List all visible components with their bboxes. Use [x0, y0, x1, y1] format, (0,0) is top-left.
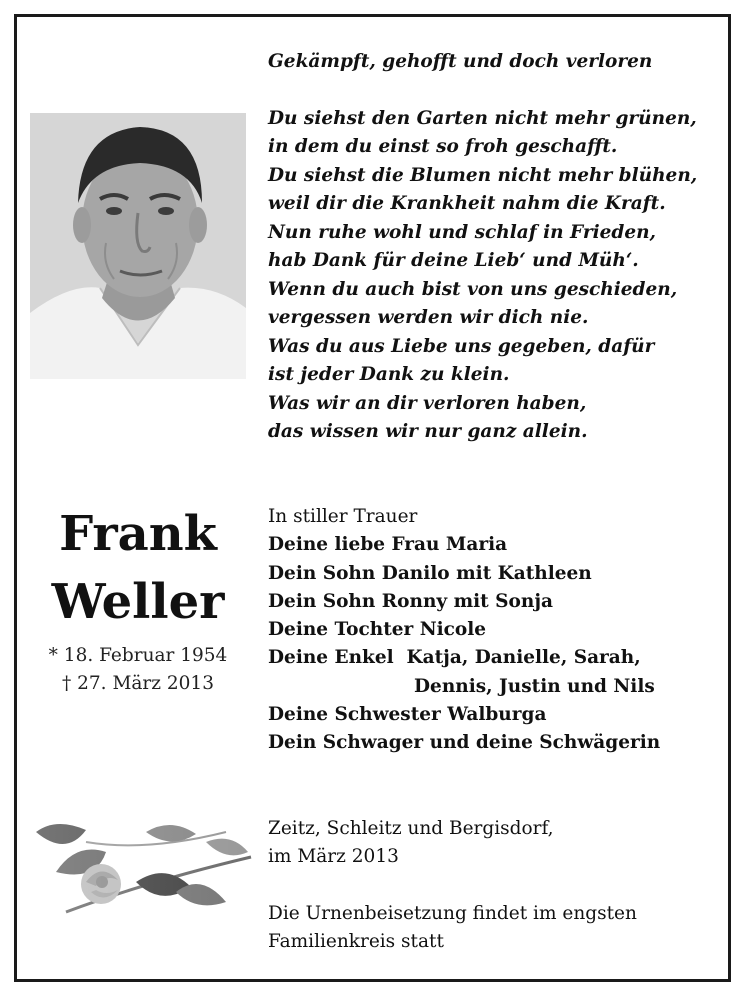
poem-line: weil dir die Krankheit nahm die Kraft. — [268, 193, 666, 214]
poem-line: Wenn du auch bist von uns geschieden, — [268, 278, 678, 300]
poem-line: hab Dank für deine Lieb‘ und Müh‘. — [268, 250, 639, 271]
place-line: Zeitz, Schleitz und Bergisdorf, — [268, 818, 554, 839]
birth-date: * 18. Februar 1954 — [48, 645, 228, 666]
mourners-list — [268, 503, 728, 758]
date-line: im März 2013 — [268, 846, 399, 868]
notice-line: Die Urnenbeisetzung findet im engsten — [268, 903, 637, 924]
poem-line: in dem du einst so froh geschafft. — [268, 136, 618, 157]
poem-line: Nun ruhe wohl und schlaf in Frieden, — [268, 221, 656, 243]
deceased-first-name: Frank — [59, 506, 217, 562]
poem — [268, 48, 728, 447]
mourner-line: Deine liebe Frau Maria — [268, 534, 508, 556]
poem-line: Was du aus Liebe uns gegeben, dafür — [268, 335, 655, 357]
mourners-intro: In stiller Trauer — [268, 506, 418, 527]
rose-image — [26, 812, 256, 932]
mourner-line: Deine Schwester Walburga — [268, 704, 547, 726]
poem-title: Gekämpft, gehofft und doch verloren — [268, 51, 653, 72]
deceased-last-name: Weller — [51, 574, 225, 630]
mourner-line: Dennis, Justin und Nils — [414, 675, 655, 697]
notice-line: Familienkreis statt — [268, 931, 444, 953]
portrait-photo — [30, 113, 246, 379]
mourner-line: Dein Sohn Ronny mit Sonja — [268, 590, 553, 612]
place-and-date — [268, 815, 728, 872]
deceased-name — [30, 500, 246, 636]
death-date: † 27. März 2013 — [62, 673, 214, 694]
mourner-line: Deine Tochter Nicole — [268, 619, 487, 641]
poem-line: Was wir an dir verloren haben, — [268, 392, 587, 414]
life-dates — [30, 642, 246, 698]
mourner-line: Dein Sohn Danilo mit Kathleen — [268, 562, 592, 584]
poem-line: Du siehst den Garten nicht mehr grünen, — [268, 107, 697, 129]
poem-line: ist jeder Dank zu klein. — [268, 364, 510, 385]
poem-line: vergessen werden wir dich nie. — [268, 307, 589, 328]
mourner-line: Deine Enkel Katja, Danielle, Sarah, — [268, 647, 641, 669]
poem-line: das wissen wir nur ganz allein. — [268, 421, 588, 442]
mourner-line: Dein Schwager und deine Schwägerin — [268, 732, 661, 754]
burial-notice — [268, 900, 728, 957]
poem-line: Du siehst die Blumen nicht mehr blühen, — [268, 164, 698, 186]
